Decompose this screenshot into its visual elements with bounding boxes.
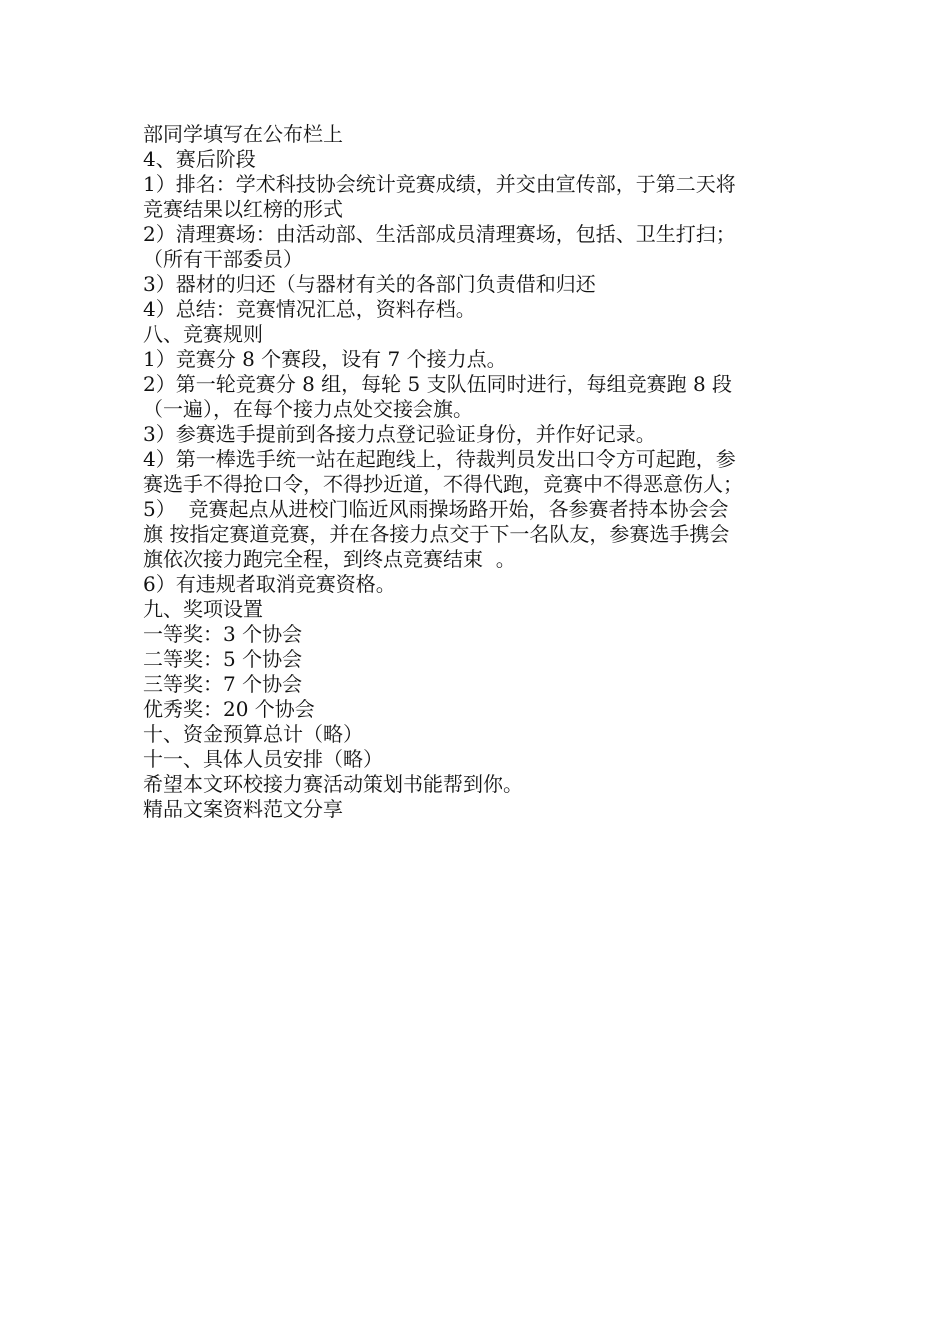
section-heading: 十、资金预算总计（略）: [143, 722, 363, 746]
text-line: 2）第一轮竞赛分 8 组，每轮 5 支队伍同时进行，每组竞赛跑 8 段: [143, 372, 733, 396]
text-line: 赛选手不得抢口令，不得抄近道，不得代跑，竞赛中不得恶意伤人；: [143, 472, 743, 496]
award-item: 一等奖：3 个协会: [143, 622, 303, 646]
section-heading: 八、竞赛规则: [143, 322, 263, 346]
footer-text: 精品文案资料范文分享: [143, 797, 343, 821]
text-line: 1）竞赛分 8 个赛段，设有 7 个接力点。: [143, 347, 507, 371]
text-line: 4）总结：竞赛情况汇总，资料存档。: [143, 297, 476, 321]
text-line: 竞赛结果以红榜的形式: [143, 197, 343, 221]
closing-text: 希望本文环校接力赛活动策划书能帮到你。: [143, 772, 523, 796]
document-body: [143, 122, 823, 822]
text-line: 5） 竞赛起点从进校门临近风雨操场路开始，各参赛者持本协会会: [143, 497, 729, 521]
section-heading: 4、赛后阶段: [143, 147, 256, 171]
text-line: 部同学填写在公布栏上: [143, 122, 343, 146]
section-heading: 九、奖项设置: [143, 597, 263, 621]
text-line: 1）排名：学术科技协会统计竞赛成绩，并交由宣传部，于第二天将: [143, 172, 736, 196]
text-line: 2）清理赛场：由活动部、生活部成员清理赛场，包括、卫生打扫；: [143, 222, 736, 246]
award-item: 二等奖：5 个协会: [143, 647, 303, 671]
text-line: 6）有违规者取消竞赛资格。: [143, 572, 396, 596]
text-line: 3）器材的归还（与器材有关的各部门负责借和归还: [143, 272, 596, 296]
text-line: （所有干部委员）: [143, 247, 303, 271]
text-line: 3）参赛选手提前到各接力点登记验证身份，并作好记录。: [143, 422, 656, 446]
text-line: 旗 按指定赛道竞赛，并在各接力点交于下一名队友，参赛选手携会: [143, 522, 730, 546]
text-line: 4）第一棒选手统一站在起跑线上，待裁判员发出口令方可起跑，参: [143, 447, 736, 471]
text-line: 旗依次接力跑完全程，到终点竞赛结束 。: [143, 547, 516, 571]
section-heading: 十一、具体人员安排（略）: [143, 747, 383, 771]
award-item: 三等奖：7 个协会: [143, 672, 303, 696]
award-item: 优秀奖：20 个协会: [143, 697, 315, 721]
text-line: （一遍），在每个接力点处交接会旗。: [143, 397, 473, 421]
